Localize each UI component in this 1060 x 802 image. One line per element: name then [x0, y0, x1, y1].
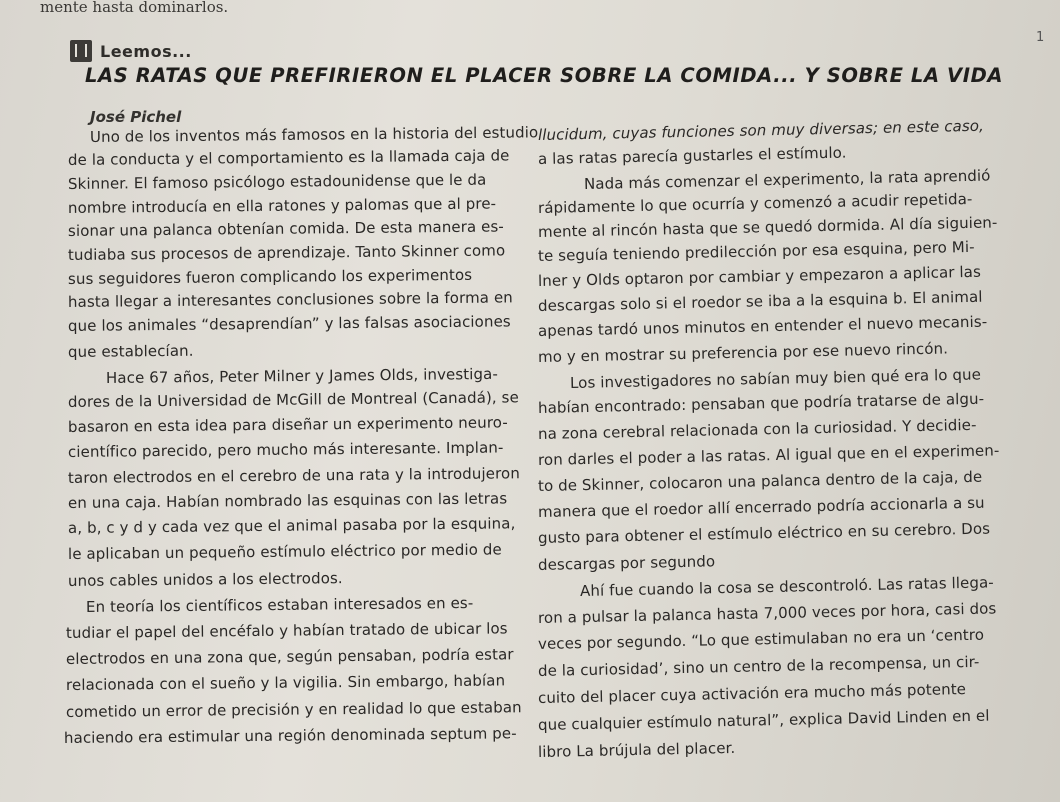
- col2-line: Ahí fue cuando la cosa se descontroló. Las ratas llega-: [579, 573, 994, 600]
- col1-line: que los animales “desaprendían” y las falsas asociaciones: [67, 312, 511, 335]
- section-label: [70, 40, 192, 62]
- col2-line: Nada más comenzar el experimento, la rata aprendió: [583, 166, 991, 193]
- col2-line: apenas tardó unos minutos en entender el nuevo mecanis-: [537, 312, 988, 340]
- col2-line: llucidum, cuyas funciones son muy diversas; en este caso,: [537, 116, 985, 144]
- col1-line: en una caja. Habían nombrado las esquinas con las letras: [67, 489, 508, 512]
- col2-line: veces por segundo. “Lo que estimulaban no era un ‘centro: [537, 625, 985, 653]
- col2-line: Los investigadores no sabían muy bien qué era lo que: [569, 365, 982, 392]
- col2-line: manera que el roedor allí encerrado podría accionarla a su: [537, 493, 985, 521]
- col1-line: a, b, c y d y cada vez que el animal pasaba por la esquina,: [67, 514, 516, 537]
- col2-line: de la curiosidad’, sino un centro de la recompensa, un cir-: [537, 652, 980, 680]
- previous-text-fragment: mente hasta dominarlos.: [40, 0, 229, 16]
- col2-line: descargas por segundo: [537, 552, 716, 574]
- col2-line: ron a pulsar la palanca hasta 7,000 veces por hora, casi dos: [537, 599, 997, 627]
- col1-line: dores de la Universidad de McGill de Montreal (Canadá), se: [67, 388, 519, 411]
- col2-line: habían encontrado: pensaban que podría tratarse de algu-: [537, 389, 985, 417]
- col2-line: libro La brújula del placer.: [537, 738, 736, 761]
- col2-line: descargas solo si el roedor se iba a la esquina b. El animal: [537, 287, 983, 315]
- col1-line: basaron en esta idea para diseñar un experimento neuro-: [67, 413, 508, 436]
- col2-line: te seguía teniendo predilección por esa esquina, pero Mi-: [537, 237, 975, 265]
- article-author: José Pichel: [90, 108, 182, 126]
- col2-line: que cualquier estímulo natural”, explica David Linden en el: [537, 706, 990, 734]
- article-title: LAS RATAS QUE PREFIRIERON EL PLACER SOBRE LA COMIDA... Y SOBRE LA VIDA: [85, 64, 1004, 87]
- col1-line: tudiaba sus procesos de aprendizaje. Tanto Skinner como: [67, 241, 506, 264]
- col1-line: haciendo era estimular una región denominada septum pe-: [63, 724, 517, 747]
- col1-line: Uno de los inventos más famosos en la historia del estudio: [89, 123, 539, 146]
- col1-line: nombre introducía en ella ratones y palomas que al pre-: [67, 194, 497, 217]
- col2-line: cuito del placer cuya activación era mucho más potente: [537, 680, 967, 707]
- col1-line: que establecían.: [67, 341, 194, 361]
- col1-line: tudiar el papel del encéfalo y habían tratado de ubicar los: [65, 619, 508, 642]
- col2-line: to de Skinner, colocaron una palanca dentro de la caja, de: [537, 467, 983, 495]
- col1-line: hasta llegar a interesantes conclusiones sobre la forma en: [67, 288, 513, 311]
- book-icon: [70, 40, 92, 62]
- col1-line: científico parecido, pero mucho más interesante. Implan-: [67, 438, 504, 461]
- col1-line: le aplicaban un pequeño estímulo eléctrico por medio de: [67, 540, 502, 563]
- col1-line: taron electrodos en el cerebro de una rata y la introdujeron: [67, 464, 520, 487]
- col2-line: mo y en mostrar su preferencia por ese nuevo rincón.: [537, 339, 949, 366]
- col1-line: cometido un error de precisión y en realidad lo que estaban: [65, 698, 522, 721]
- col1-line: unos cables unidos a los electrodos.: [67, 569, 343, 590]
- col2-line: ron darles el poder a las ratas. Al igual que en el experimen-: [537, 441, 1000, 469]
- col2-line: mente al rincón hasta que se quedó dormida. Al día siguien-: [537, 213, 998, 241]
- col1-line: de la conducta y el comportamiento es la llamada caja de: [67, 146, 510, 169]
- col1-line: sus seguidores fueron complicando los experimentos: [67, 265, 473, 288]
- col1-line: sionar una palanca obtenían comida. De esta manera es-: [67, 217, 504, 240]
- col1-line: En teoría los científicos estaban interesados en es-: [85, 593, 474, 616]
- col2-line: a las ratas parecía gustarles el estímulo.: [537, 143, 847, 168]
- col2-line: lner y Olds optaron por cambiar y empezaron a aplicar las: [537, 262, 982, 290]
- col2-line: gusto para obtener el estímulo eléctrico en su cerebro. Dos: [537, 519, 991, 547]
- page-mark: 1: [1036, 30, 1045, 45]
- col1-line: Hace 67 años, Peter Milner y James Olds, investiga-: [105, 364, 499, 387]
- col2-line: na zona cerebral relacionada con la curiosidad. Y decidie-: [537, 415, 977, 443]
- col2-line: rápidamente lo que ocurría y comenzó a acudir repetida-: [537, 189, 973, 217]
- col1-line: electrodos en una zona que, según pensaban, podría estar: [65, 645, 514, 668]
- col1-line: relacionada con el sueño y la vigilia. Sin embargo, habían: [65, 671, 506, 694]
- col1-line: Skinner. El famoso psicólogo estadounidense que le da: [67, 170, 487, 193]
- section-label-text: Leemos...: [100, 41, 192, 61]
